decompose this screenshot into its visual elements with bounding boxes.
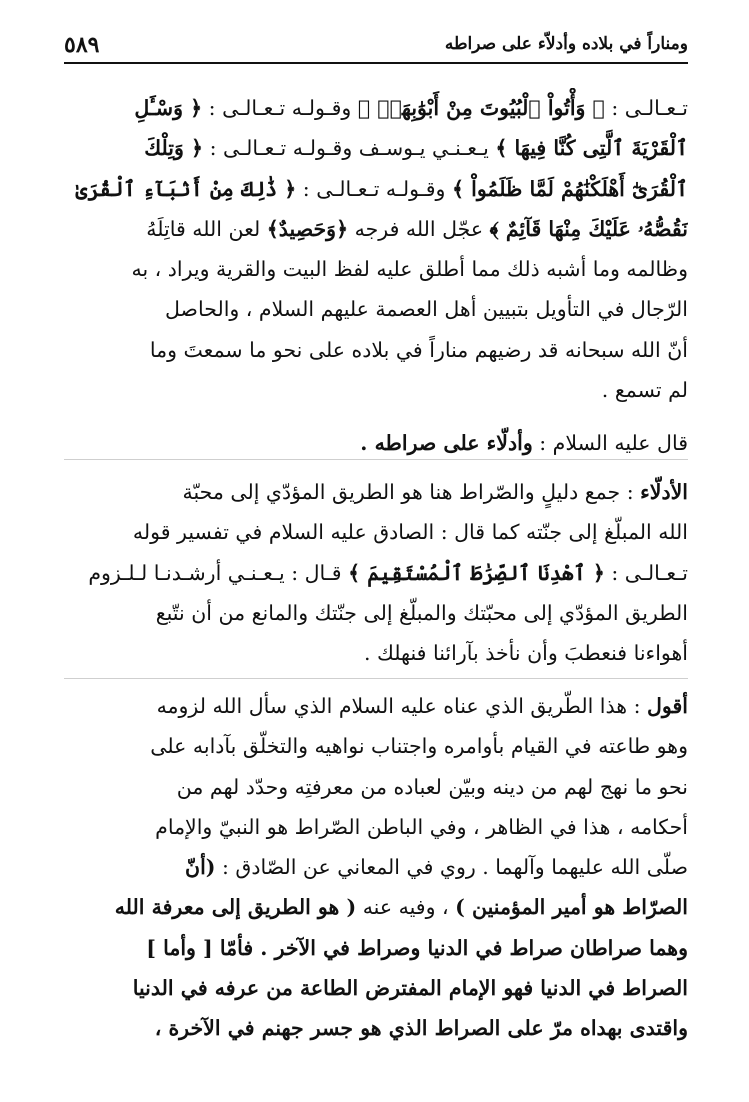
text-line: تـعـالـى : ﴿ وَأْتُواْ ٱلْبُيُوتَ مِنْ أَبْوَٰبِهَاۚ ﴾ وقـولـه تـعـالـى : ﴿ وَسْـَٔلِ [134, 96, 688, 120]
text-line: صلّى الله عليهما وآلهما . روي في المعاني عن الصّادق : (أنّ [185, 855, 688, 880]
text-line: قال عليه السلام : وأدلّاء على صراطه . [360, 431, 688, 455]
quran-verse: ﴿ ٱهْدِنَا ٱلصِّرَٰطَ ٱلْمُسْتَقِيمَ ﴾ [348, 560, 605, 585]
text-line: الطريق المؤدّي إلى محبّتك والمبلّغ إلى جنّتك والمانع من أن نتّبع [155, 600, 688, 625]
text-line: أحكامه ، هذا في الظاهر ، وفي الباطن الصّراط هو النبيّ والإمام [155, 814, 688, 839]
section-divider [64, 678, 688, 679]
quran-verse: ﴿وَحَصِيدٌ﴾ [266, 216, 349, 241]
text-line: تـعـالـى : ﴿ ٱهْدِنَا ٱلصِّرَٰطَ ٱلْمُسْتَقِيمَ ﴾ قـال : يـعـنـي أرشـدنـا لـلـزوم [88, 560, 688, 585]
paragraph-adilla-definition [64, 472, 688, 673]
text-line: ٱلْقُرَىٰٓ أَهْلَكْنَٰهُمْ لَمَّا ظَلَمُواْ ﴾ وقـولـه تـعـالـى : ﴿ ذَٰلِكَ مِنْ أَنۢبَآءِ ٱلْقُرَىٰ [75, 176, 688, 201]
text-line: الله المبلّغ إلى جنّته كما قال : الصادق عليه السلام في تفسير قوله [132, 520, 688, 545]
text-line: نَقُصُّهُۥ عَلَيْكَ مِنْهَا قَآئِمٌ ﴾ عجّل الله فرجه ﴿وَحَصِيدٌ﴾ لعن الله قاتِلَهُ [146, 216, 688, 241]
quran-verse: ٱلْقُرَىٰٓ أَهْلَكْنَٰهُمْ لَمَّا ظَلَمُواْ ﴾ [451, 176, 688, 201]
text-line: ٱلْقَرْيَةَ ٱلَّتِى كُنَّا فِيهَا ﴾ يـعـنـي يـوسـف وقـولـه تـعـالـى : ﴿ وَتِلْكَ [144, 136, 688, 161]
quran-verse: ﴿ وَأْتُواْ ٱلْبُيُوتَ مِنْ أَبْوَٰبِهَاۚ ﴾ [357, 96, 605, 120]
hadith-quote: ( هو الطريق إلى معرفة الله [114, 895, 357, 920]
text-line: لم تسمع . [601, 378, 688, 403]
quran-verse: ﴿ وَسْـَٔلِ [134, 96, 203, 120]
quran-verse: ﴿ وَتِلْكَ [144, 136, 204, 161]
text-line: نحو ما نهج لهم من دينه وبيّن لعباده من معرفتِه وحدّد لهم من [176, 774, 688, 799]
paragraph-commentary [64, 686, 688, 1049]
text-line: الصرّاط هو أمير المؤمنين ) ، وفيه عنه ( هو الطريق إلى معرفة الله [114, 895, 688, 920]
hadith-quote-line: الصراط في الدنيا فهو الإمام المفترض الطاعة من عرفه في الدنيا [132, 976, 688, 1001]
page-number: ٥٨٩ [64, 32, 100, 58]
hadith-quote-line: وهما صراطان صراط في الدنيا وصراط في الآخر . فأمّا [ وأما ] [146, 935, 688, 960]
hadith-quote-line: واقتدى بهداه مرّ على الصراط الذي هو جسر جهنم في الآخرة ، [154, 1016, 688, 1041]
paragraph-quranic-examples [64, 88, 688, 410]
page-header [64, 30, 688, 64]
running-title: ومناراً في بلاده وأدلاّء على صراطه [444, 34, 688, 54]
quran-verse: ﴿ ذَٰلِكَ مِنْ أَنۢبَآءِ ٱلْقُرَىٰ [75, 176, 297, 201]
quran-verse: ٱلْقَرْيَةَ ٱلَّتِى كُنَّا فِيهَا ﴾ [495, 136, 688, 161]
text-line: وهو طاعته في القيام بأوامره واجتناب نواهيه والتخلّق بآدابه على [150, 734, 688, 759]
text-line: وظالمه وما أشبه ذلك مما أطلق عليه لفظ البيت والقرية ويراد ، به [131, 257, 688, 282]
quoted-phrase: وأدلّاء على صراطه . [360, 431, 533, 455]
hadith-quote: الصرّاط هو أمير المؤمنين ) [455, 895, 688, 920]
text-line: الأدلّاء : جمع دليلٍ والصّراط هنا هو الطريق المؤدّي إلى محبّة [182, 480, 688, 504]
commentary-term: أقول [647, 694, 688, 718]
text-line: أقول : هذا الطّريق الذي عناه عليه السلام الذي سأل الله لزومه [156, 694, 688, 718]
hadith-quote: (أنّ [185, 855, 216, 880]
text-line: أنّ الله سبحانه قد رضيهم مناراً في بلاده على نحو ما سمعتَ وما [149, 337, 688, 362]
quran-verse: نَقُصُّهُۥ عَلَيْكَ مِنْهَا قَآئِمٌ ﴾ [489, 216, 688, 241]
text-line: أهواءنا فنعطبَ وأن نأخذ بآرائنا فنهلك . [363, 641, 688, 666]
defined-term: الأدلّاء [640, 480, 688, 504]
text-line: الرّجال في التأويل بتبيين أهل العصمة عليهم السلام ، والحاصل [165, 297, 688, 322]
paragraph-quote-heading [64, 423, 688, 463]
